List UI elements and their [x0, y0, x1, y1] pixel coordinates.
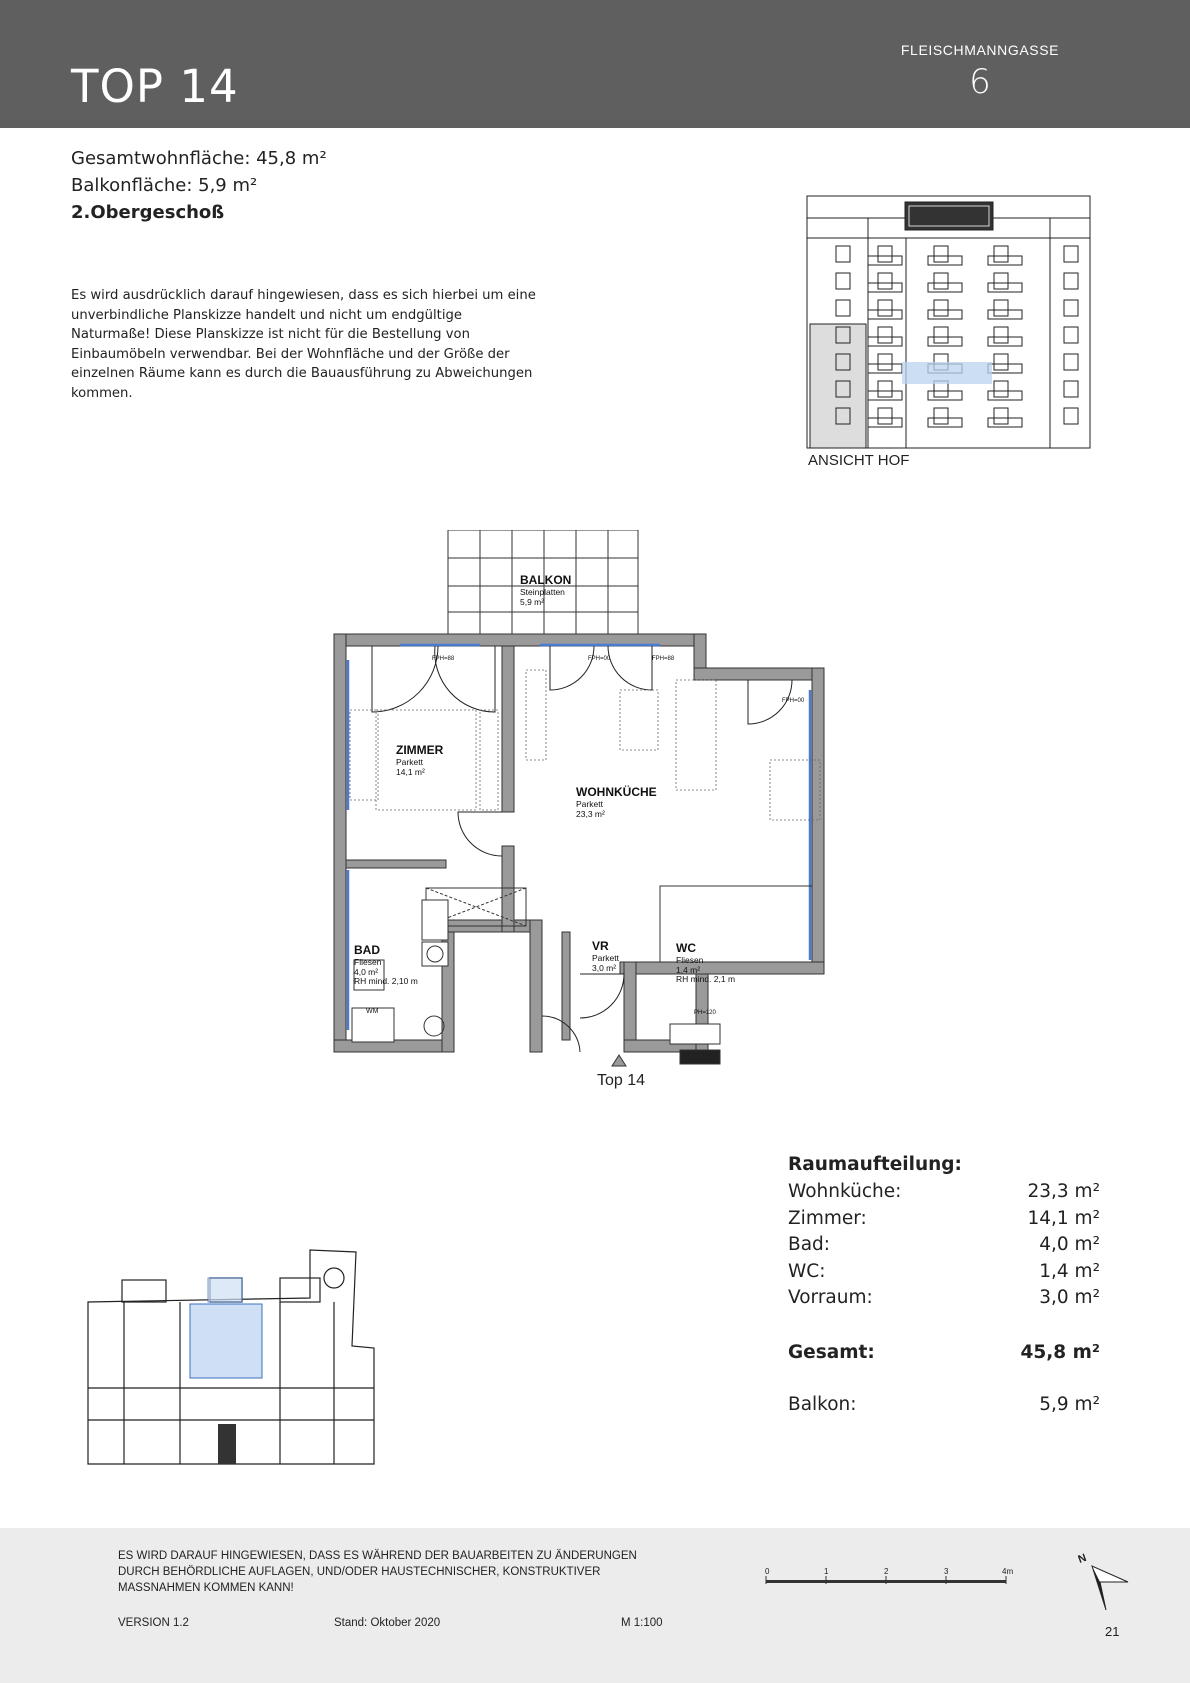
room-row-label: Vorraum: — [788, 1287, 873, 1308]
room-area: 4,0 m² — [354, 966, 379, 977]
elevation-balcony — [988, 418, 1022, 427]
balcony-value: 5,9 m² — [1039, 1394, 1100, 1415]
room-row-label: Bad: — [788, 1234, 831, 1255]
room-row — [788, 1232, 1100, 1259]
elevation-balcony — [868, 364, 902, 373]
elevation-window — [934, 408, 948, 424]
room-name: BALKON — [520, 573, 572, 587]
page-title: TOP 14 — [71, 60, 239, 113]
elevation-window — [878, 381, 892, 397]
room-row-value: 23,3 m² — [1027, 1181, 1100, 1202]
window-sill-label: FPH=88 — [432, 656, 455, 662]
balcony-label: Balkon: — [788, 1394, 857, 1415]
elevation-window — [934, 327, 948, 343]
parapet-height-label: PH=120 — [694, 1010, 716, 1016]
room-label-balkon — [520, 574, 571, 607]
elevation-balcony — [928, 337, 962, 346]
room-row-value: 4,0 m² — [1039, 1234, 1100, 1255]
elevation-window — [878, 246, 892, 262]
balcony-area-text: Balkonfläche: 5,9 m² — [71, 175, 258, 196]
floor-plan — [330, 530, 870, 1100]
room-finish: Parkett — [592, 952, 619, 963]
elevation-window — [994, 327, 1008, 343]
total-value: 45,8 m² — [1020, 1341, 1100, 1363]
north-arrow-icon — [1070, 1548, 1130, 1618]
room-row — [788, 1259, 1100, 1286]
scale-bar — [762, 1564, 1022, 1590]
balcony-row — [788, 1392, 1100, 1419]
key-plan-drawing — [84, 1248, 384, 1468]
room-breakdown — [788, 1151, 1100, 1419]
elevation-window — [878, 327, 892, 343]
elevation-balcony — [868, 310, 902, 319]
elevation-balcony — [988, 391, 1022, 400]
page-number: 21 — [1105, 1624, 1120, 1639]
doors — [372, 646, 792, 1052]
elevation-window — [878, 354, 892, 370]
courtyard-elevation-drawing — [806, 194, 1093, 450]
floor-text: 2.Obergeschoß — [71, 202, 225, 223]
elevation-balcony — [988, 256, 1022, 265]
room-name: VR — [592, 939, 609, 953]
elevation-balcony — [868, 391, 902, 400]
elevation-window — [878, 300, 892, 316]
entry-arrow — [612, 1055, 626, 1066]
scale-tick-1: 1 — [824, 1567, 829, 1576]
elevation-balcony — [868, 256, 902, 265]
room-row-label: Wohnküche: — [788, 1181, 902, 1202]
elevation-window — [1064, 381, 1078, 397]
elevation-window — [836, 273, 850, 289]
elevation-window — [994, 408, 1008, 424]
room-breakdown-heading: Raumaufteilung: — [788, 1154, 962, 1175]
room-area: 3,0 m² — [592, 962, 617, 973]
elevation-balcony — [868, 418, 902, 427]
footer — [0, 1528, 1190, 1683]
elevation-balcony — [928, 418, 962, 427]
room-row-label: WC: — [788, 1260, 826, 1282]
elevation-caption: ANSICHT HOF — [808, 452, 910, 469]
elevation-window — [994, 300, 1008, 316]
room-name: BAD — [354, 943, 380, 957]
room-finish: Parkett — [396, 756, 423, 767]
room-row — [788, 1179, 1100, 1206]
room-finish: Parkett — [576, 798, 603, 809]
version-text: VERSION 1.2 — [118, 1617, 189, 1629]
elevation-window — [1064, 408, 1078, 424]
room-height: RH mind. 2,10 m — [354, 976, 418, 987]
brand-number: 6 — [969, 62, 991, 102]
elevation-window — [1064, 300, 1078, 316]
room-row — [788, 1206, 1100, 1233]
brand-name: FLEISCHMANNGASSE — [900, 42, 1060, 58]
elevation-window — [994, 354, 1008, 370]
window-sill-label: FPH=88 — [652, 656, 675, 662]
elevation-balcony — [928, 391, 962, 400]
washing-machine-label: WM — [366, 1008, 379, 1015]
elevation-window — [934, 246, 948, 262]
scale-tick-0: 0 — [765, 1567, 770, 1576]
room-height: RH mind. 2,1 m — [676, 974, 736, 985]
scale-text: M 1:100 — [621, 1617, 663, 1629]
room-area: 23,3 m² — [576, 808, 605, 819]
elevation-balcony — [988, 337, 1022, 346]
elevation-window — [994, 246, 1008, 262]
room-name: ZIMMER — [396, 743, 444, 757]
living-area-text: Gesamtwohnfläche: 45,8 m² — [71, 148, 327, 169]
window-sill-label: FPH=00 — [588, 656, 611, 662]
room-label-wohnkueche — [576, 786, 657, 819]
elevation-window — [1064, 327, 1078, 343]
room-row-value: 1,4 m² — [1039, 1260, 1100, 1282]
elevation-window — [994, 381, 1008, 397]
stand-text: Stand: Oktober 2020 — [334, 1617, 441, 1629]
elevation-window — [994, 273, 1008, 289]
room-row-label: Zimmer: — [788, 1207, 867, 1229]
brand-block — [900, 42, 1060, 102]
plan-caption: Top 14 — [597, 1072, 646, 1089]
elevation-window — [934, 273, 948, 289]
room-label-vr — [592, 940, 619, 973]
room-name: WC — [676, 941, 696, 955]
room-label-bad — [354, 944, 418, 987]
room-area: 5,9 m² — [520, 596, 545, 607]
walls — [334, 634, 824, 1052]
room-label-zimmer — [396, 744, 443, 777]
elevation-window — [1064, 246, 1078, 262]
elevation-balcony — [928, 283, 962, 292]
elevation-balcony — [988, 310, 1022, 319]
window-sill-label: FPH=00 — [782, 698, 805, 704]
scale-tick-4: 4m — [1002, 1567, 1014, 1576]
elevation-balcony — [868, 283, 902, 292]
elevation-window — [878, 273, 892, 289]
room-row — [788, 1285, 1100, 1312]
north-label: N — [1076, 1551, 1089, 1566]
room-finish: Fliesen — [676, 954, 704, 965]
room-area: 14,1 m² — [396, 766, 425, 777]
elevation-window — [836, 246, 850, 262]
scale-tick-2: 2 — [884, 1567, 889, 1576]
room-finish: Steinplatten — [520, 586, 565, 597]
elevation-window — [1064, 354, 1078, 370]
room-finish: Fliesen — [354, 956, 382, 967]
elevation-window — [878, 408, 892, 424]
scale-tick-3: 3 — [944, 1567, 949, 1576]
elevation-balcony — [928, 256, 962, 265]
elevation-window — [1064, 273, 1078, 289]
header-bar — [0, 0, 1190, 128]
elevation-balcony — [868, 337, 902, 346]
elevation-window — [934, 300, 948, 316]
room-label-wc — [676, 942, 735, 985]
elevation-balcony — [928, 310, 962, 319]
total-row — [788, 1340, 1100, 1367]
room-name: WOHNKÜCHE — [576, 785, 657, 799]
footer-note: ES WIRD DARAUF HINGEWIESEN, DASS ES WÄHREND DER BAUARBEITEN ZU ÄNDERUNGEN DURCH BEHÖRDLICHE AUFLAGEN, UND/ODER HAUSTECHNISCHER, KONSTRUKTIVER MASSNAHMEN KOMMEN KANN! — [118, 1550, 637, 1594]
room-row-value: 3,0 m² — [1039, 1287, 1100, 1308]
elevation-balcony — [988, 283, 1022, 292]
room-row-value: 14,1 m² — [1027, 1207, 1100, 1229]
disclaimer-text: Es wird ausdrücklich darauf hingewiesen, dass es sich hierbei um eine unverbindliche Planskizze handelt und nicht um endgültige Naturmaße! Diese Planskizze ist nicht für die Bestellung von Einbaumöbeln verwendbar. Bei der Wohnfläche und der Größe der einzelnen Räume kann es durch die Bauausführung zu Abweichungen kommen. — [71, 288, 536, 401]
room-area: 1,4 m² — [676, 964, 701, 975]
elevation-balcony — [988, 364, 1022, 373]
total-label: Gesamt: — [788, 1341, 875, 1363]
apartment-facts — [71, 145, 327, 226]
elevation-window — [836, 300, 850, 316]
